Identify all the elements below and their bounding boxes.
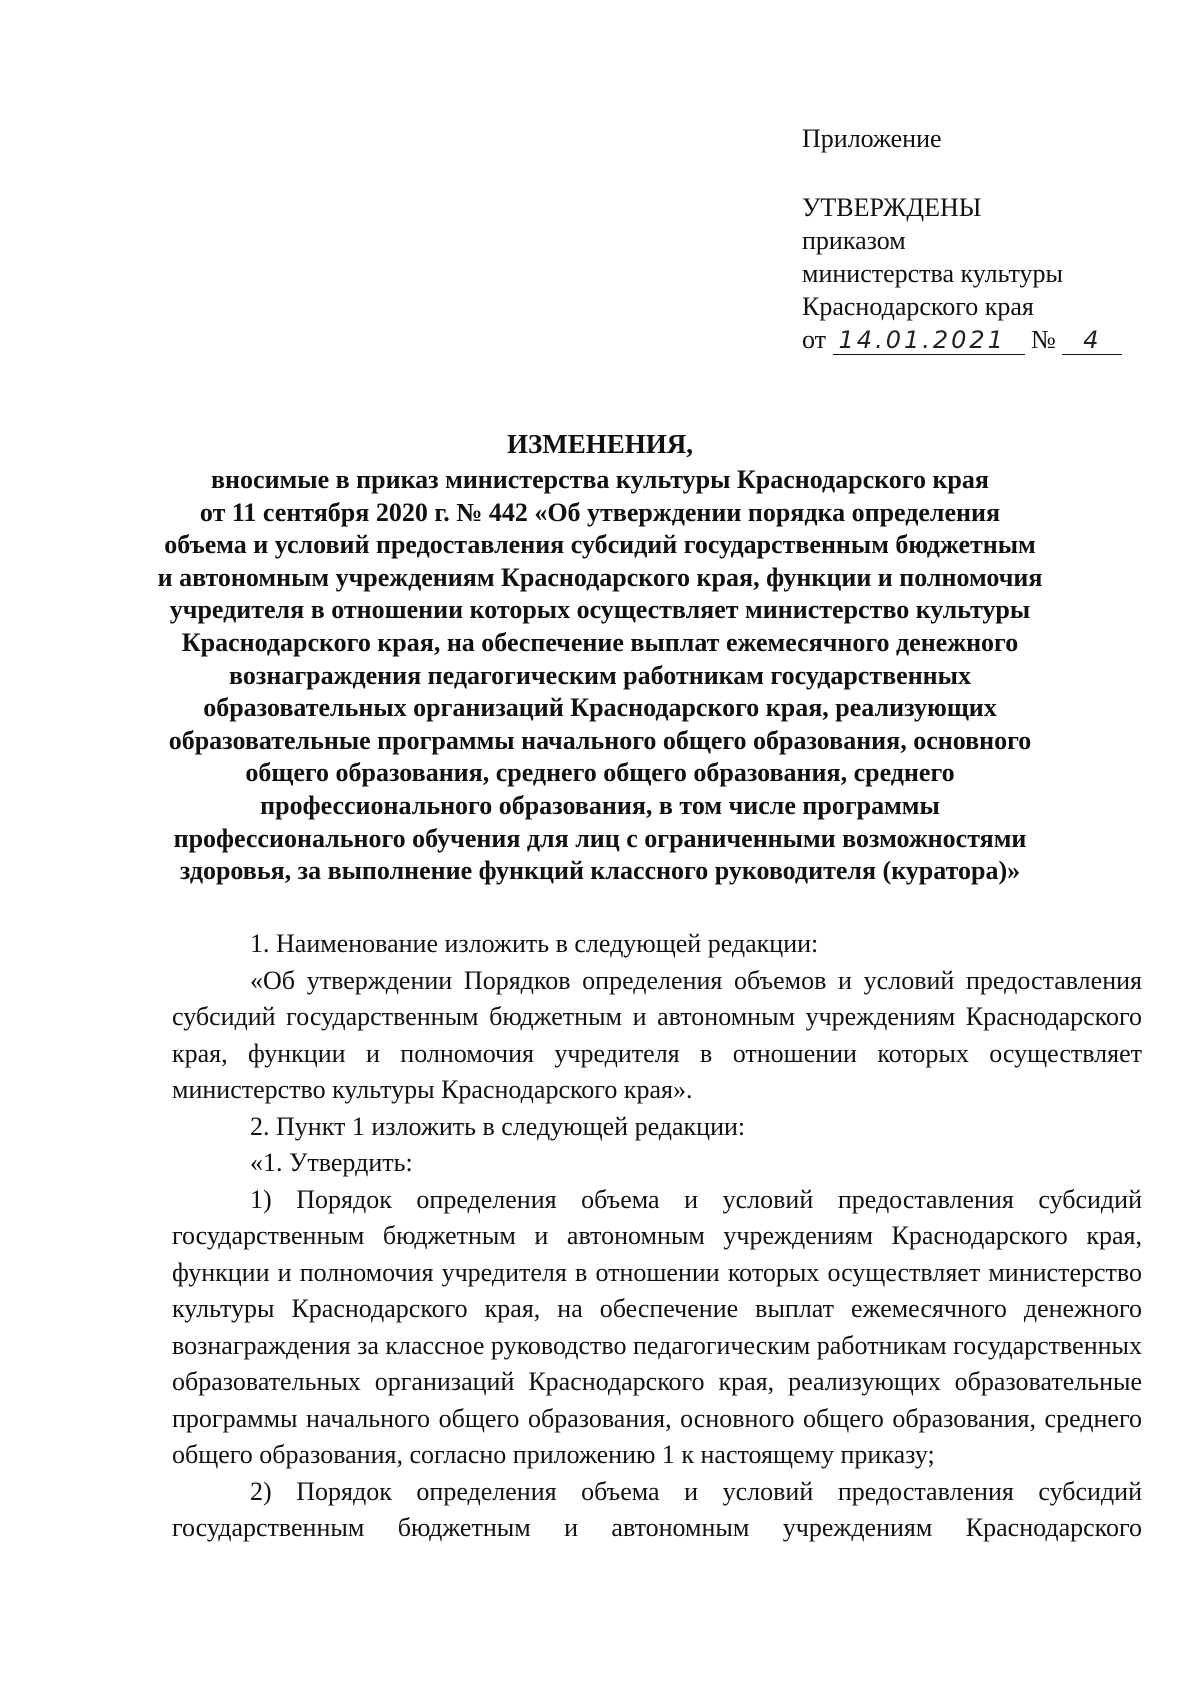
paragraph-4: «1. Утвердить: bbox=[250, 1148, 413, 1177]
title-line: от 11 сентября 2020 г. № 442 «Об утверждении порядка определения bbox=[199, 497, 1001, 527]
document-title bbox=[150, 426, 1050, 888]
title-line: вознаграждения педагогическим работникам государственных bbox=[229, 660, 971, 690]
title-line: и автономным учреждениям Краснодарского края, функции и полномочия bbox=[157, 562, 1043, 592]
title-line: общего образования, среднего общего образования, среднего bbox=[245, 758, 955, 788]
approval-line-2: министерства культуры bbox=[802, 259, 1063, 288]
title-line: здоровья, за выполнение функций классного руководителя (куратора)» bbox=[179, 856, 1021, 886]
paragraph-3: 2. Пункт 1 изложить в следующей редакции: bbox=[250, 1111, 746, 1141]
title-line: объема и условий предоставления субсидий государственным бюджетным bbox=[164, 530, 1036, 560]
number-label: № bbox=[1031, 325, 1056, 354]
handwritten-number: 4 bbox=[1062, 326, 1122, 355]
title-line: учредителя в отношении которых осуществляет министерство культуры bbox=[169, 595, 1031, 625]
paragraph-6: 2) Порядок определения объема и условий предоставления субсидий государственным бюджетным и автономным учреждениям Краснодарского bbox=[172, 1476, 1142, 1542]
paragraph-2: «Об утверждении Порядков определения объемов и условий предоставления субсидий государственным бюджетным и автономным учреждениям Краснодарского края, функции и полномочия учредителя в отношении которых осуществляет министерство культуры Краснодарского края». bbox=[172, 965, 1142, 1104]
from-label: от bbox=[802, 325, 827, 354]
title-line: вносимые в приказ министерства культуры Краснодарского края bbox=[211, 465, 989, 494]
paragraph-1: 1. Наименование изложить в следующей редакции: bbox=[250, 929, 819, 958]
appendix-label: Приложение bbox=[802, 124, 942, 153]
approved-label: УТВЕРЖДЕНЫ bbox=[802, 193, 982, 222]
approval-date-line bbox=[802, 323, 1142, 356]
title-line: Краснодарского края, на обеспечение выплат ежемесячного денежного bbox=[181, 627, 1019, 657]
title-heading: ИЗМЕНЕНИЯ, bbox=[506, 429, 693, 459]
handwritten-date: 14.01.2021 bbox=[833, 326, 1025, 355]
title-line: образовательные программы начального общего образования, основного bbox=[168, 725, 1032, 755]
paragraph-5: 1) Порядок определения объема и условий предоставления субсидий государственным бюджетным и автономным учреждениям Краснодарского края, функции и полномочия учредителя в отношении которых осуществляет министерство культуры Краснодарского края, на обеспечение выплат ежемесячного денежного вознаграждения за классное руководство педагогическим работникам государственных образовательных организаций Краснодарского края, реализующих образовательные программы начального общего образования, основного общего образования, среднего общего образования, согласно приложению 1 к настоящему приказу; bbox=[172, 1184, 1142, 1469]
title-line: профессионального образования, в том числе программы bbox=[260, 790, 940, 820]
title-line: образовательных организаций Краснодарского края, реализующих bbox=[203, 693, 997, 723]
approval-block bbox=[802, 122, 1142, 356]
document-body bbox=[172, 926, 1142, 1547]
approval-line-1: приказом bbox=[802, 226, 906, 255]
title-line: профессионального обучения для лиц с ограниченными возможностями bbox=[173, 823, 1027, 853]
approval-line-3: Краснодарского края bbox=[802, 292, 1034, 321]
